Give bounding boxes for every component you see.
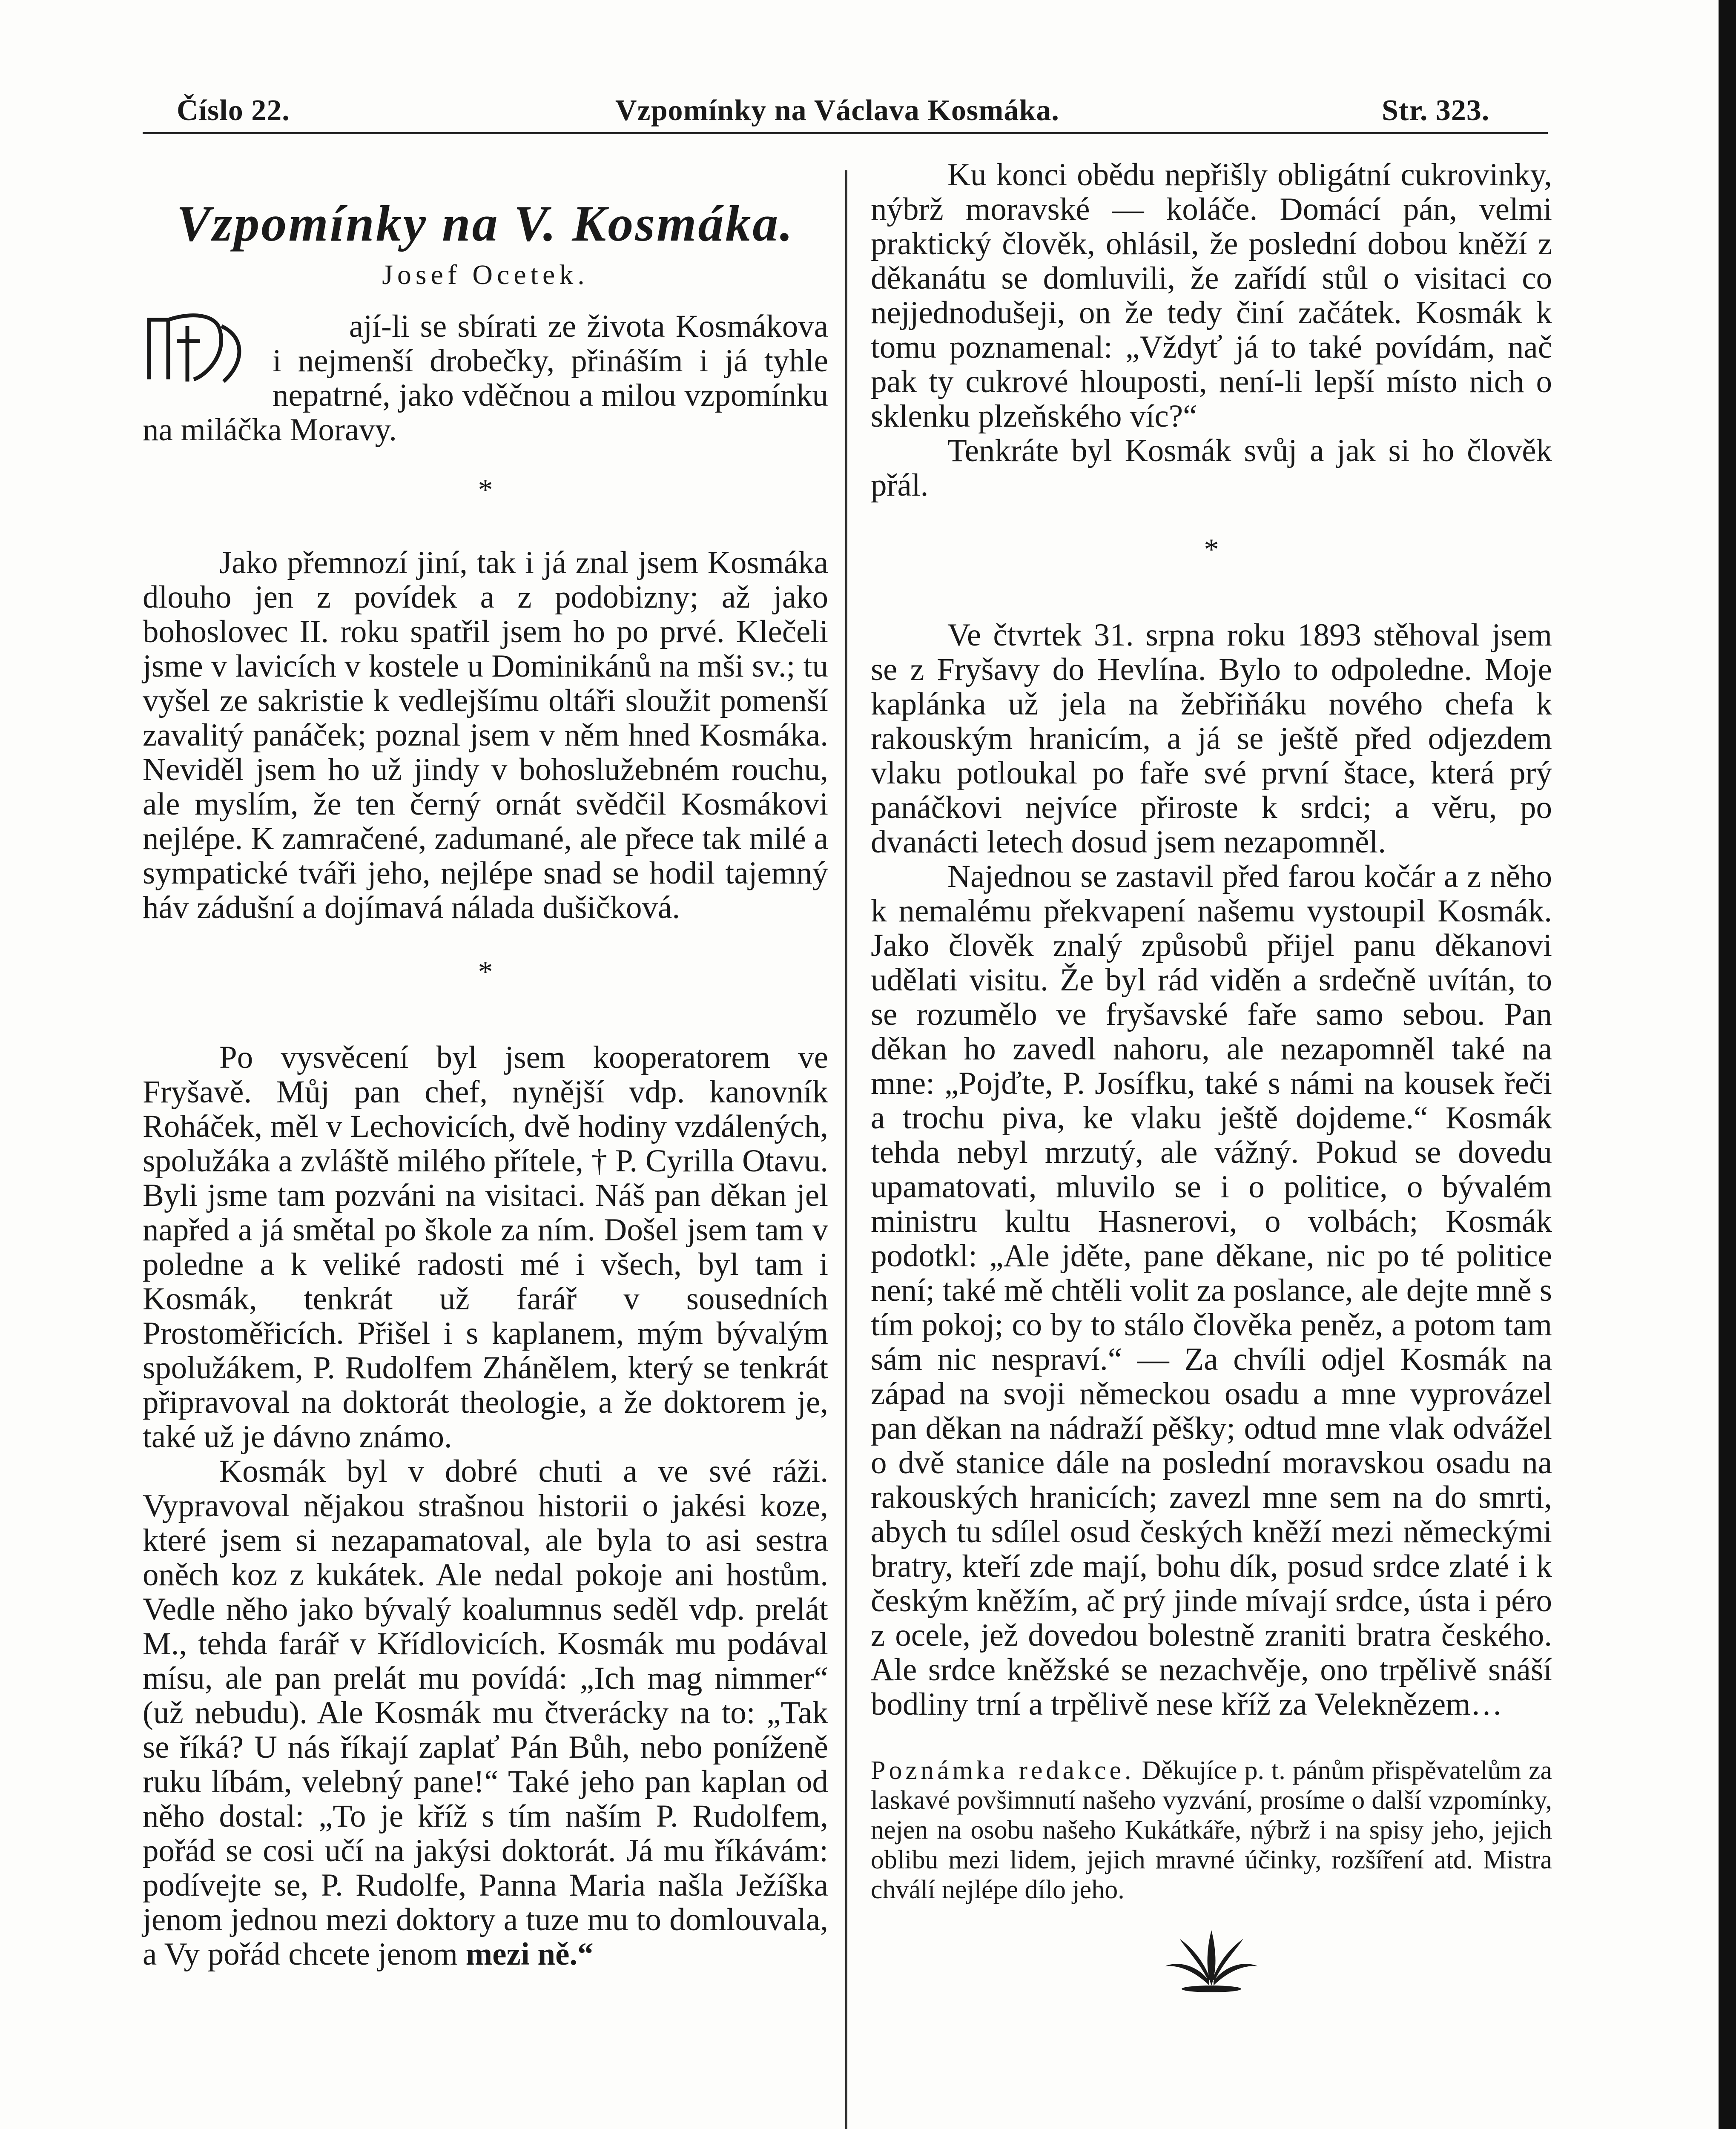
editorial-note — [871, 1756, 1552, 1905]
right-column — [871, 158, 1552, 1994]
paragraph: Najednou se zastavil před farou kočár a z něho k nemalému překvapení našemu vystoupil Kosmák. Jako člověk znalý způsobů přijel panu děkanovi udělati visitu. Že byl rád viděn a srdečně uvítán, to se rozumělo ve fryšavské faře samo sebou. Pan děkan ho zavedl nahoru, ale nezapomněl také na mne: „Pojďte, P. Josífku, také s námi na kousek řeči a trochu piva, ke vlaku ještě dojdeme.“ Kosmák tehda nebyl mrzutý, ale vážný. Pokud se dovedu upamatovati, mluvilo se i o politice, o bývalém ministru kultu Hasnerovi, o volbách; Kosmák podotkl: „Ale jděte, pane děkane, nic po té politice není; také mě chtěli volit za poslance, ale dejte mně s tím pokoj; co by to stálo člověka peněz, a potom tam sám nic nespraví.“ — Za chvíli odjel Kosmák na západ na svoji německou osadu a mne vyprovázel pan děkan na nádraží pěšky; odtud mne vlak odvážel o dvě stanice dále na poslední moravskou osadu na rakouských hranicích; zavezl mne sem na do smrti, abych tu sdílel osud českých kněží mezi německými bratry, kteří zde mají, bohu dík, posud srdce zlaté i k českým kněžím, ač prý jinde mívají srdce, ústa i péro z ocele, jež dovedou bolestně zraniti bratra českého. Ale srdce kněžské se nezachvěje, ono trpělivě snáší bodliny trní a trpělivě nese kříž za Veleknězem… — [871, 859, 1552, 1722]
paragraph: Ku konci obědu nepřišly obligátní cukrovinky, nýbrž moravské — koláče. Domácí pán, velmi praktický člověk, ohlásil, že poslední dobou kněží z děkanátu se domluvili, že zařídí stůl o visitaci co nejjednodušeji, on že tedy činí začátek. Kosmák k tomu poznamenal: „Vždyť já to také povídám, nač pak ty cukrové hlouposti, není-li lepší místo nich o sklenku plzeňského víc?“ — [871, 157, 1552, 434]
intro-text: ají-li se sbírati ze života Kosmákova i nejmenší drobečky, přináším i já tyhle nepatrné, jako vděčnou a milou vzpomínku na miláčka Moravy. — [143, 309, 828, 448]
intro-paragraph — [143, 309, 828, 447]
paragraph: Ve čtvrtek 31. srpna roku 1893 stěhoval jsem se z Fryšavy do Hevlína. Bylo to odpoledne. Moje kaplánka už jela na žebřiňáku nového chefa k rakouským hranicím, a já se ještě před odjezdem vlaku potloukal po faře své první štace, která prý panáčkovi nejvíce přiroste k srdci; a věru, po dvanácti letech dosud jsem nezapomněl. — [871, 617, 1552, 860]
section-star: * — [478, 473, 493, 506]
section-star: * — [478, 955, 493, 988]
issue-number: Číslo 22. — [177, 94, 290, 127]
note-lead: Poznámka redakce. — [871, 1756, 1135, 1785]
left-column — [143, 194, 828, 1971]
paragraph: Tenkráte byl Kosmák svůj a jak si ho člověk přál. — [871, 433, 1552, 503]
page-number: Str. 323. — [1382, 94, 1490, 127]
section-star: * — [1204, 533, 1219, 566]
column-divider — [845, 170, 847, 2129]
article-title: Vzpomínky na V. Kosmáka. — [176, 195, 795, 252]
paragraph: Jako přemnozí jiní, tak i já znal jsem Kosmáka dlouho jen z povídek a z podobizny; až jako bohoslovec II. roku spatřil jsem ho po prvé. Klečeli jsme v lavicích v kostele u Dominikánů na mši sv.; tu vyšel ze sakristie k vedlejšímu oltáři sloužit pomenší zavalitý panáček; poznal jsem v něm hned Kosmáka. Neviděl jsem ho už jindy v bohoslužebném rouchu, ale myslím, že ten černý ornát svědčil Kosmákovi nejlépe. K zamračené, zadumané, ale přece tak milé a sympatické tváři jeho, nejlépe snad se hodil tajemný háv zádušní a dojímavá nálada dušičková. — [143, 545, 828, 925]
page-edge-shadow — [1719, 0, 1736, 2129]
dropcap-m-icon — [143, 311, 266, 384]
lily-ornament-icon — [1162, 1922, 1260, 1994]
running-header — [143, 85, 1548, 132]
paragraph-text: Kosmák byl v dobré chuti a ve své ráži. Vypravoval nějakou strašnou historii o jakési koze, které jsem si nezapamatoval, ale byla to asi sestra oněch koz z kukátek. Ale nedal pokoje ani hostům. Vedle něho jako bývalý koalumnus seděl vdp. prelát M., tehda farář v Křídlovicích. Kosmák mu podával mísu, ale pan prelát mu povídá: „Ich mag nimmer“ (už nebudu). Ale Kosmák mu čtverácky na to: „Tak se říká? U nás říkají zaplať Pán Bůh, nebo poníženě ruku líbám, velebný pane!“ Také jeho pan kaplan od něho dostal: „To je kříž s tím naším P. Rudolfem, pořád se cosi učí na jakýsi doktorát. Já mu říkávám: podívejte se, P. Rudolfe, Panna Maria našla Ježíška jenom jednou mezi doktory a tuze mu to domlouvala, a Vy pořád chcete jenom — [143, 1454, 828, 1972]
article-author: Josef Ocetek. — [382, 259, 589, 290]
paragraph: Po vysvěcení byl jsem kooperatorem ve Fryšavě. Můj pan chef, nynější vdp. kanovník Roháček, měl v Lechovicích, dvě hodiny vzdálených, spolužáka a zvláště milého přítele, † P. Cyrilla Otavu. Byli jsme tam pozváni na visitaci. Náš pan děkan jel napřed a já smětal po škole za ním. Došel jsem tam v poledne a k veliké radosti mé i všech, byl tam i Kosmák, tenkrát už farář v sousedních Prostoměřicích. Přišel i s kaplanem, mým bývalým spolužákem, P. Rudolfem Zhánělem, který se tenkrát připravoval na doktorát theologie, a že doktorem je, také už je dávno známo. — [143, 1040, 829, 1455]
paragraph — [143, 1454, 828, 1971]
note-text: Děkujíce p. t. pánům přispěvatelům za laskavé povšimnutí našeho vyzvání, prosíme o další vzpomínky, nejen na osobu našeho Kukátkáře, nýbrž i na spisy jeho, jejich oblibu mezi lidem, jejich mravné účinky, rozšíření atd. Mistra chválí nejlépe dílo jeho. — [871, 1756, 1552, 1904]
running-title: Vzpomínky na Václava Kosmáka. — [615, 94, 1059, 127]
header-rule — [143, 132, 1548, 134]
svg-text:M: M — [202, 362, 203, 363]
paragraph-end: mezi ně.“ — [465, 1937, 594, 1972]
